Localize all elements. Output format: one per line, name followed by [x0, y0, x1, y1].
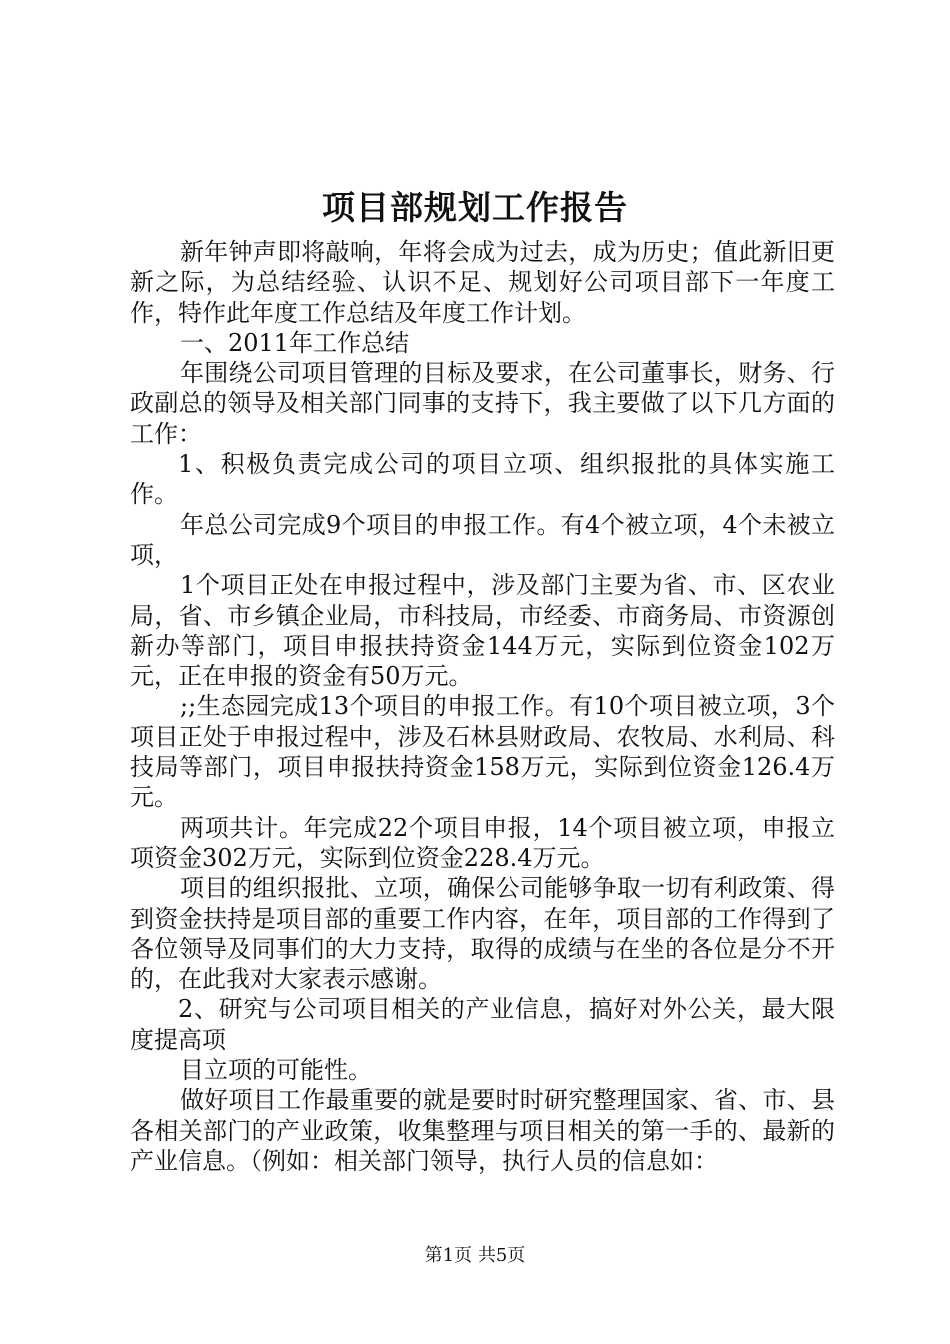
- paragraph-intro: 新年钟声即将敲响，年将会成为过去，成为历史；值此新旧更新之际，为总结经验、认识不足、规划好公司项目部下一年度工作，特作此年度工作总结及年度工作计划。: [130, 238, 835, 327]
- paragraph-company-projects: 年总公司完成9个项目的申报工作。有4个被立项，4个未被立项，: [130, 510, 835, 569]
- item-heading-1: 1、积极负责完成公司的项目立项、组织报批的具体实施工作。: [130, 450, 835, 509]
- paragraph-overview: 年围绕公司项目管理的目标及要求，在公司董事长，财务、行政副总的领导及相关部门同事的支持下，我主要做了以下几方面的工作：: [130, 359, 835, 448]
- paragraph-project-in-progress: 1个项目正处在申报过程中，涉及部门主要为省、市、区农业局，省、市乡镇企业局，市科技局，市经委、市商务局、市资源创新办等部门，项目申报扶持资金144万元，实际到位资金102万元，正在申报的资金有50万元。: [130, 571, 835, 691]
- document-body: [130, 237, 835, 1176]
- item-heading-2: 2、研究与公司项目相关的产业信息，搞好对外公关，最大限度提高项: [130, 995, 835, 1054]
- paragraph-industry-info: 做好项目工作最重要的就是要时时研究整理国家、省、市、县各相关部门的产业政策，收集整理与项目相关的第一手的、最新的产业信息。（例如：相关部门领导，执行人员的信息如：: [130, 1086, 835, 1175]
- paragraph-eco-park: ;;生态园完成13个项目的申报工作。有10个项目被立项，3个项目正处于申报过程中，涉及石林县财政局、农牧局、水利局、科技局等部门，项目申报扶持资金158万元，实际到位资金126.4万元。: [130, 692, 835, 812]
- section-heading-2011-summary: 一、2011年工作总结: [180, 328, 410, 357]
- document-title: 项目部规划工作报告: [322, 188, 628, 227]
- paragraph-totals: 两项共计。年完成22个项目申报，14个项目被立项，申报立项资金302万元，实际到位资金228.4万元。: [130, 813, 835, 872]
- page-footer: 第1页 共5页: [424, 1245, 526, 1266]
- paragraph-acknowledgement: 项目的组织报批、立项，确保公司能够争取一切有利政策、得到资金扶持是项目部的重要工作内容，在年，项目部的工作得到了各位领导及同事们的大力支持，取得的成绩与在坐的各位是分不开的，在此我对大家表示感谢。: [130, 874, 835, 994]
- paragraph-item-2-continued: 目立项的可能性。: [180, 1056, 372, 1085]
